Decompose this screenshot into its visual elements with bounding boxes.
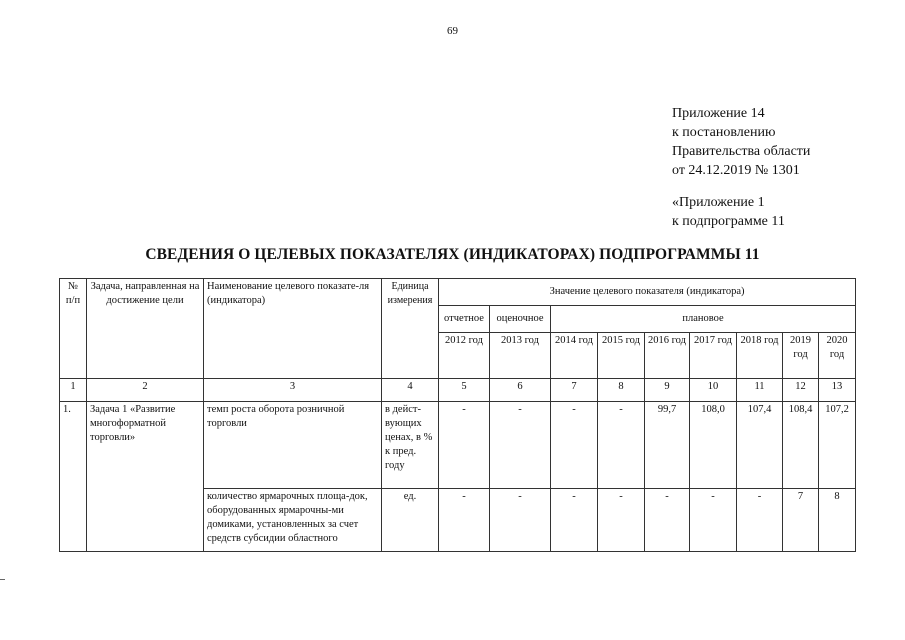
appendix-line: к постановлению	[672, 125, 776, 140]
appendix-line: от 24.12.2019 № 1301	[672, 163, 800, 178]
row-value: -	[598, 402, 645, 489]
page-number: 69	[447, 25, 458, 37]
header-unit: Единица измерения	[382, 279, 439, 379]
row-value: -	[551, 489, 598, 552]
column-number: 1	[60, 379, 87, 402]
header-year: 2013 год	[490, 333, 551, 379]
row-value: -	[439, 489, 490, 552]
header-year: 2017 год	[690, 333, 737, 379]
appendix-sub-line: к подпрограмме 11	[672, 214, 785, 229]
row-value: 107,2	[819, 402, 856, 489]
appendix-sub-line: «Приложение 1	[672, 195, 765, 210]
column-number: 5	[439, 379, 490, 402]
column-number: 4	[382, 379, 439, 402]
column-number: 11	[737, 379, 783, 402]
document-title: СВЕДЕНИЯ О ЦЕЛЕВЫХ ПОКАЗАТЕЛЯХ (ИНДИКАТОРАХ) ПОДПРОГРАММЫ 11	[145, 246, 760, 263]
row-task: Задача 1 «Развитие многоформатной торговли»	[87, 402, 204, 552]
header-reporting: отчетное	[439, 306, 490, 333]
header-value: Значение целевого показателя (индикатора)	[439, 279, 856, 306]
row-value: -	[598, 489, 645, 552]
header-indicator: Наименование целевого показате-ля (индикатора)	[204, 279, 382, 379]
row-value: 8	[819, 489, 856, 552]
column-number: 3	[204, 379, 382, 402]
row-value: -	[490, 489, 551, 552]
row-value: 108,0	[690, 402, 737, 489]
row-num: 1.	[60, 402, 87, 552]
row-unit: ед.	[382, 489, 439, 552]
column-number: 13	[819, 379, 856, 402]
column-number: 2	[87, 379, 204, 402]
row-value: 7	[783, 489, 819, 552]
table-row	[60, 402, 856, 489]
column-number: 6	[490, 379, 551, 402]
row-value: 99,7	[645, 402, 690, 489]
appendix-line: Правительства области	[672, 144, 811, 159]
header-year: 2016 год	[645, 333, 690, 379]
appendix-line: Приложение 14	[672, 106, 765, 121]
header-year: 2015 год	[598, 333, 645, 379]
header-estimated: оценочное	[490, 306, 551, 333]
row-unit: в дейст-вующих ценах, в % к пред. году	[382, 402, 439, 489]
column-number-row	[60, 379, 856, 402]
header-year: 2012 год	[439, 333, 490, 379]
column-number: 12	[783, 379, 819, 402]
appendix-block	[672, 104, 810, 231]
header-year: 2018 год	[737, 333, 783, 379]
column-number: 10	[690, 379, 737, 402]
header-num: № п/п	[60, 279, 87, 379]
row-value: -	[690, 489, 737, 552]
header-task: Задача, направленная на достижение цели	[87, 279, 204, 379]
indicators-table	[59, 278, 856, 552]
header-year: 2014 год	[551, 333, 598, 379]
row-value: -	[737, 489, 783, 552]
row-value: 108,4	[783, 402, 819, 489]
scan-edge-mark	[0, 579, 5, 580]
column-number: 7	[551, 379, 598, 402]
row-indicator: темп роста оборота розничной торговли	[204, 402, 382, 489]
column-number: 8	[598, 379, 645, 402]
row-value: -	[551, 402, 598, 489]
header-year: 2020 год	[819, 333, 856, 379]
header-year: 2019 год	[783, 333, 819, 379]
header-planned: плановое	[551, 306, 856, 333]
row-value: -	[490, 402, 551, 489]
row-value: -	[439, 402, 490, 489]
row-value: -	[645, 489, 690, 552]
row-value: 107,4	[737, 402, 783, 489]
column-number: 9	[645, 379, 690, 402]
row-indicator: количество ярмарочных площа-док, оборудованных ярмарочны-ми домиками, установленных за счет средств субсидии областного	[204, 489, 382, 552]
